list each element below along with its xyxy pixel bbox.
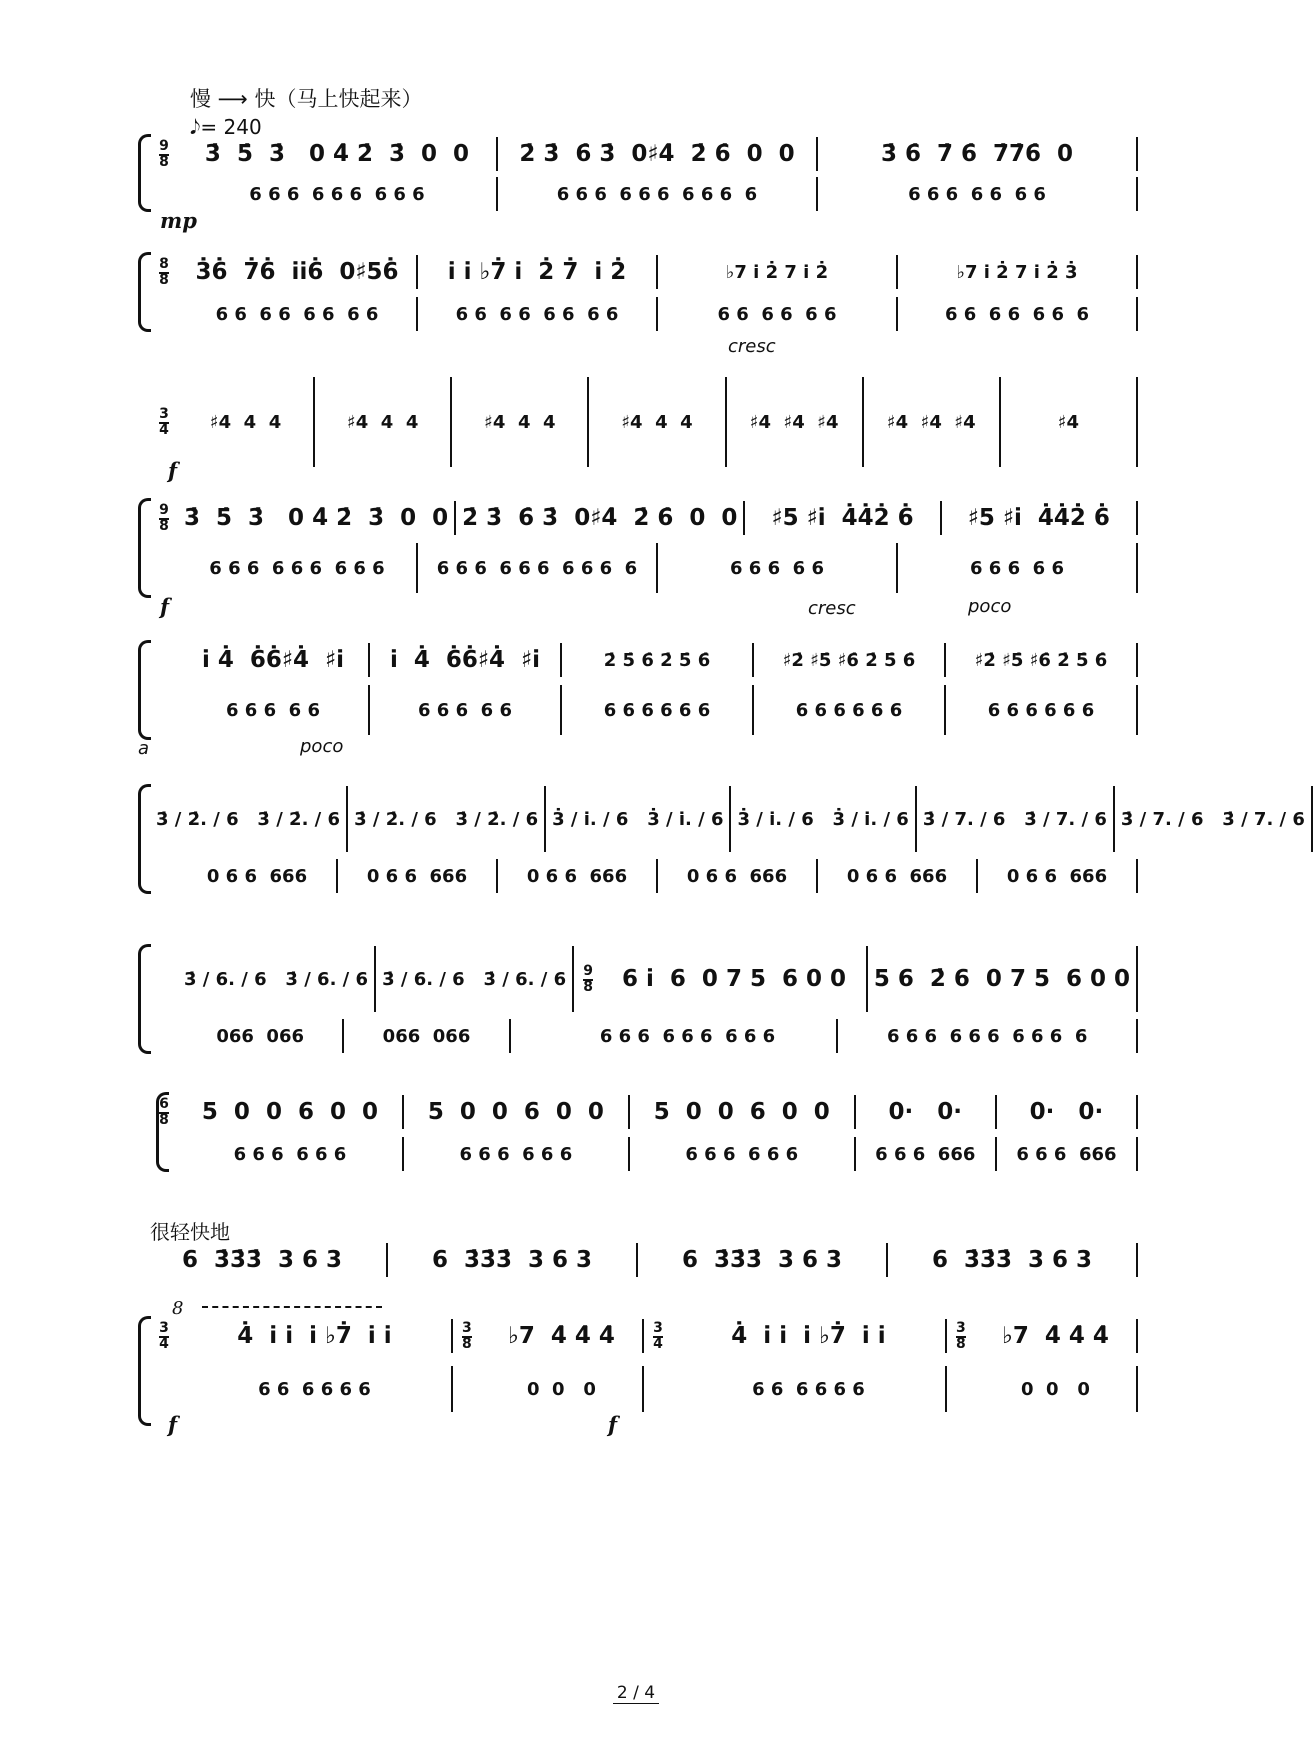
measure-upper: ♭7 i̇ 2̇ 7 i̇ 2̇ (725, 261, 829, 283)
system-2 (138, 252, 1138, 357)
lower-staff (150, 1134, 1138, 1174)
chord-measure: ♯4 4 4 (621, 411, 693, 433)
chord-staff (150, 372, 1138, 472)
measure-melody: 6 3̇3̇3̇ 3 6 3 (181, 1247, 343, 1273)
measure-upper: 5 0 0 6 0 0 (653, 1099, 830, 1125)
dynamic-f: f (168, 458, 178, 483)
measure-lower: 0 6 6 666 (206, 865, 308, 887)
measure-upper: ♭7 i̇ 2̇ 7 i̇ 2̇ 3̇ (956, 261, 1078, 283)
lower-staff (150, 1364, 1138, 1414)
chord-measure: ♯4 ♯4 ♯4 (749, 411, 839, 433)
measure-lower: 0 6 6 666 (366, 865, 468, 887)
lower-staff (150, 174, 1138, 214)
tempo-text: 慢 ⟶ 快（马上快起来） (190, 87, 423, 111)
dynamic-mp: mp (160, 208, 197, 233)
measure-lower: 6 6 6 6 6 6 (987, 699, 1095, 721)
measure-upper: i̇ 4̇ 6̇6̇♯4̇ ♯i̇ (201, 647, 345, 673)
lower-staff (150, 294, 1138, 334)
upper-staff (150, 784, 1305, 854)
measure-upper: 5 0 0 6 0 0 (427, 1099, 604, 1125)
measure-upper: ♯2̇ ♯5̇ ♯6̇ 2̇ 5̇ 6̇ (974, 649, 1108, 671)
measure-lower: 0 6 6 666 (686, 865, 788, 887)
lower-staff (150, 856, 1138, 896)
system-7 (138, 944, 1138, 1054)
upper-staff (150, 134, 1138, 174)
poco-marking: poco (968, 596, 1012, 617)
measure-lower: 6 6 6 6 6 (418, 699, 512, 721)
chord-measure: ♯4 4 4 (484, 411, 556, 433)
upper-staff (150, 640, 1138, 680)
measure-lower: 6 6 6 666 (875, 1143, 976, 1165)
measure-lower: 6 6 6 6 6 6 (459, 1143, 573, 1165)
measure-upper: 3̇6̇ 7̇6̇ i̇i̇6̇ 0♯56̇ (195, 259, 399, 285)
upper-staff (150, 1316, 1138, 1356)
measure-upper: ♭7 4̇ 4̇ 4̇ (1002, 1323, 1109, 1349)
system-3 (138, 372, 1138, 483)
system-9 (138, 1298, 1138, 1437)
chord-measure: 3̇ / 6. / 6 3̇ / 6. / 6 (382, 968, 567, 990)
dynamic-f: f (160, 594, 170, 619)
measure-lower: 6 6 6 6 6 6 6 6 (455, 303, 619, 325)
upper-staff (150, 252, 1138, 292)
measure-lower: 6 6 6 6 6 6 6 6 6 (209, 557, 385, 579)
measure-melody: 6 3̇3̇3̇ 3 6 3 (431, 1247, 593, 1273)
measure-upper: 4̇ i̇ i̇ i̇ ♭7̇ i̇ i̇ (731, 1323, 886, 1349)
a-marking: a (138, 738, 150, 759)
measure-lower: 0 0 0 (1021, 1378, 1090, 1400)
measure-lower: 0 6 6 666 (1006, 865, 1108, 887)
measure-melody: 6 3̇3̇3̇ 3 6 3 (681, 1247, 843, 1273)
upper-staff (150, 1092, 1138, 1132)
measure-lower: 0 6 6 666 (846, 865, 948, 887)
measure-lower: 0 0 0 (527, 1378, 596, 1400)
poco-marking: poco (300, 736, 344, 757)
measure-upper: ♯5 ♯i̇ 4̇4̇2̇ 6̇ (771, 505, 914, 531)
chord-measure: 3̇ / 7. / 6 3̇ / 7. / 6 (1120, 808, 1305, 830)
chord-measure: ♯4 (1057, 411, 1080, 433)
measure-1-upper: 3̇ 5̇ 3̇ 0 4̇ 2̇ 3̇ 0 0 (204, 141, 470, 167)
cresc-marking: cresc (728, 336, 776, 357)
measure-lower: 6 6 6 6 6 6 6 6 6 (599, 1025, 776, 1047)
measure-upper: ♯2̇ ♯5̇ ♯6̇ 2̇ 5̇ 6̇ (782, 649, 916, 671)
time-signature: 9 8 (159, 501, 169, 534)
measure-upper: 4̇ i̇ i̇ i̇ ♭7̇ i̇ i̇ (237, 1323, 392, 1349)
measure-upper: ♭7 4̇ 4̇ 4̇ (508, 1323, 615, 1349)
measure-lower: 6 6 6 6 6 (730, 557, 824, 579)
system-8 (138, 1092, 1138, 1172)
tempo-instruction (190, 86, 422, 140)
measure-upper: 2̇ 5̇ 6̇ 2̇ 5̇ 6̇ (603, 649, 711, 671)
time-signature: 9 8 (583, 962, 593, 995)
chord-measure: 3̇ / i̇. / 6 3̇ / i̇. / 6 (552, 808, 724, 830)
upper-staff (150, 944, 1138, 1014)
time-signature: 8 8 (159, 255, 169, 288)
measure-upper: 5 0 0 6 0 0 (201, 1099, 378, 1125)
chord-measure: ♯4 4 4 (209, 411, 282, 433)
system-4 (138, 498, 1138, 619)
single-line (138, 1240, 1138, 1280)
measure-upper: 0· 0· (1029, 1099, 1104, 1125)
page-number: 2 / 4 (0, 1683, 1272, 1703)
measure-lower: 6 6 6 6 6 6 (233, 1143, 347, 1165)
upper-staff (150, 498, 1138, 538)
chord-measure: 3̇ / 7. / 6 3̇ / 7. / 6 (922, 808, 1107, 830)
lower-staff (150, 684, 1138, 736)
measure-2-lower: 6 6 6 6 6 6 6 6 6 6 (556, 183, 758, 205)
chord-measure: 3̇ / 2̇. / 6 3̇ / 2̇. / 6 (156, 808, 341, 830)
measure-lower: 066 066 (216, 1025, 305, 1047)
time-signature: 3 4 (159, 405, 169, 438)
measure-1-lower: 6 6 6 6 6 6 6 6 6 (249, 183, 425, 205)
time-signature: 3 8 (462, 1319, 472, 1352)
measure-lower: 6 6 6 6 6 6 6 6 (215, 303, 379, 325)
measure-lower: 066 066 (382, 1025, 471, 1047)
measure-lower: 6 6 6 6 6 6 (603, 699, 711, 721)
dynamic-f: f (168, 1412, 178, 1437)
time-signature: 3 4 (653, 1319, 663, 1352)
measure-lower: 6 6 6 6 6 (970, 557, 1064, 579)
measure-lower: 6 6 6 666 (1016, 1143, 1117, 1165)
measure-lower: 6 6 6 6 6 6 6 (944, 303, 1090, 325)
measure-lower: 6 6 6 6 6 6 6 6 6 6 (436, 557, 638, 579)
measure-upper: 3̇ 5̇ 3̇ 0 4̇ 2̇ 3̇ 0 0 (184, 505, 449, 531)
measure-lower: 6 6 6 6 6 (226, 699, 320, 721)
chord-measure: ♯4 ♯4 ♯4 (886, 411, 976, 433)
measure-upper: 0· 0· (888, 1099, 963, 1125)
measure-lower: 6 6 6 6 6 6 (795, 699, 903, 721)
chord-measure: 3̇ / i̇. / 6 3̇ / i̇. / 6 (737, 808, 909, 830)
measure-3-upper: 3̇ 6̇ 7̇ 6̇ 7̇7̇6̇ 0 (880, 141, 1074, 167)
measure-upper: i̇ i̇ ♭7̇ i̇ 2̇ 7̇ i̇ 2̇ (447, 259, 627, 285)
section-tempo: 很轻快地 (150, 1220, 230, 1244)
dynamic-f: f (608, 1412, 618, 1437)
measure-upper: ♯5 ♯i̇ 4̇4̇2̇ 6̇ (967, 505, 1110, 531)
time-signature: 6 8 (159, 1095, 169, 1128)
measure-lower: 6 6 6 6 6 6 (258, 1378, 371, 1400)
measure-upper: 2̇ 3̇ 6̇ 3̇ 0♯4̇ 2̇ 6̇ 0 0 (462, 505, 738, 531)
time-signature: 9 8 (159, 137, 169, 170)
ottava-line (202, 1306, 382, 1308)
measure-lower: 6 6 6 6 6 6 (752, 1378, 865, 1400)
measure-melody: 6 3̇3̇3̇ 3 6 3 (931, 1247, 1093, 1273)
measure-lower: 6 6 6 6 6 6 6 6 6 6 (886, 1025, 1088, 1047)
chord-measure: 3̇ / 2̇. / 6 3̇ / 2̇. / 6 (354, 808, 539, 830)
system-5 (138, 640, 1138, 759)
lower-staff (150, 1016, 1138, 1056)
melody-staff (138, 1240, 1138, 1280)
measure-upper: 6 i̇ 6 0 7 5 6 0 0 (622, 966, 846, 992)
measure-3-lower: 6 6 6 6 6 6 6 (908, 183, 1046, 205)
measure-upper: i̇ 4̇ 6̇6̇♯4̇ ♯i̇ (389, 647, 541, 673)
system-1 (138, 134, 1138, 233)
time-signature: 3 8 (956, 1319, 966, 1352)
system-6 (138, 784, 1305, 894)
measure-lower: 0 6 6 666 (526, 865, 628, 887)
chord-measure: ♯4 4 4 (347, 411, 419, 433)
time-signature: 3 4 (159, 1319, 169, 1352)
ottava-mark: 8 (172, 1298, 184, 1319)
measure-lower: 6 6 6 6 6 6 (717, 303, 837, 325)
measure-lower: 6 6 6 6 6 6 (685, 1143, 799, 1165)
lower-staff (150, 542, 1138, 594)
chord-measure: 3̇ / 6. / 6 3̇ / 6. / 6 (184, 968, 369, 990)
measure-2-upper: 2̇ 3̇ 6̇ 3̇ 0♯4̇ 2̇ 6̇ 0 0 (519, 141, 795, 167)
cresc-marking: cresc (808, 598, 856, 619)
metronome-mark: 𝅘𝅥𝅮= 240 (190, 115, 262, 139)
measure-upper: 5 6 2̇ 6 0 7 5 6 0 0 (873, 966, 1130, 992)
